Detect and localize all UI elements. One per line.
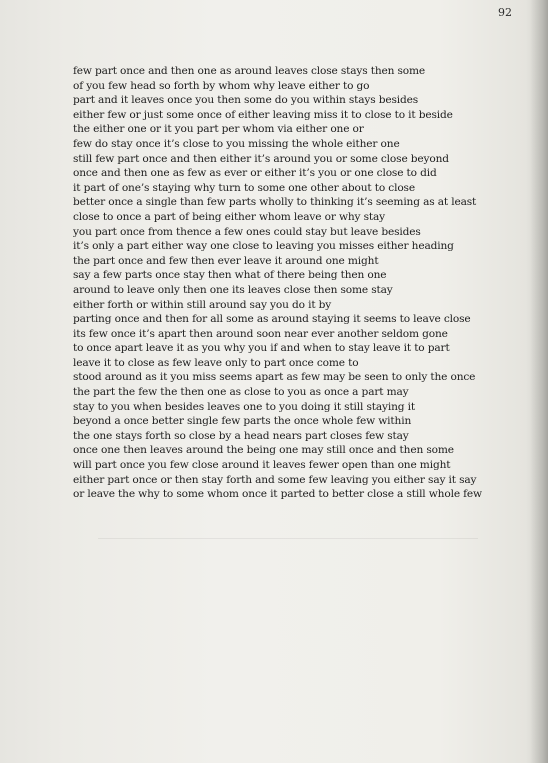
text-line: better once a single than few parts wholly to thinking it’s seeming as at least [73, 196, 477, 209]
text-line: of you few head so forth by whom why leave either to go [73, 79, 370, 92]
text-line: part and it leaves once you then some do you within stays besides [73, 94, 419, 107]
text-line: few do stay once it’s close to you missing the whole either one [73, 137, 400, 150]
text-line: its few once it’s apart then around soon near ever another seldom gone [73, 327, 448, 340]
text-line: you part once from thence a few ones could stay but leave besides [73, 225, 421, 238]
text-line: it part of one’s staying why turn to some one other about to close [73, 181, 415, 194]
text-line: once and then one as few as ever or either it’s you or one close to did [73, 167, 437, 180]
text-line: once one then leaves around the being one may still once and then some [73, 444, 454, 457]
page-edge-shadow [530, 0, 548, 763]
text-line: stood around as it you miss seems apart as few may be seen to only the once [73, 371, 476, 384]
text-line: the part once and few then ever leave it around one might [73, 254, 379, 267]
text-line: stay to you when besides leaves one to you doing it still staying it [73, 400, 415, 413]
text-line: either forth or within still around say you do it by [73, 298, 332, 311]
poem-text [73, 64, 528, 502]
text-line: say a few parts once stay then what of there being then one [73, 269, 387, 282]
text-line: either few or just some once of either leaving miss it to close to it beside [73, 108, 453, 121]
text-line: few part once and then one as around leaves close stays then some [73, 65, 426, 77]
text-line: beyond a once better single few parts the once whole few within [73, 415, 412, 428]
text-line: to once apart leave it as you why you if and when to stay leave it to part [73, 342, 450, 355]
text-line: will part once you few close around it leaves fewer open than one might [73, 459, 451, 472]
text-line: around to leave only then one its leaves close then some stay [73, 283, 393, 296]
text-line: it’s only a part either way one close to leaving you misses either heading [73, 240, 454, 253]
text-line: or leave the why to some whom once it parted to better close a still whole few [73, 488, 482, 501]
text-line: leave it to close as few leave only to part once come to [73, 356, 359, 369]
text-line: still few part once and then either it’s around you or some close beyond [73, 152, 449, 165]
text-line: parting once and then for all some as around staying it seems to leave close [73, 313, 471, 326]
bleed-through-line [98, 538, 478, 539]
text-line: either part once or then stay forth and some few leaving you either say it say [73, 473, 477, 486]
text-line: the part the few the then one as close to you as once a part may [73, 386, 409, 399]
text-line: close to once a part of being either whom leave or why stay [73, 210, 386, 223]
page-number: 92 [498, 6, 512, 19]
text-line: the either one or it you part per whom via either one or [73, 123, 364, 136]
text-line: the one stays forth so close by a head nears part closes few stay [73, 429, 409, 442]
